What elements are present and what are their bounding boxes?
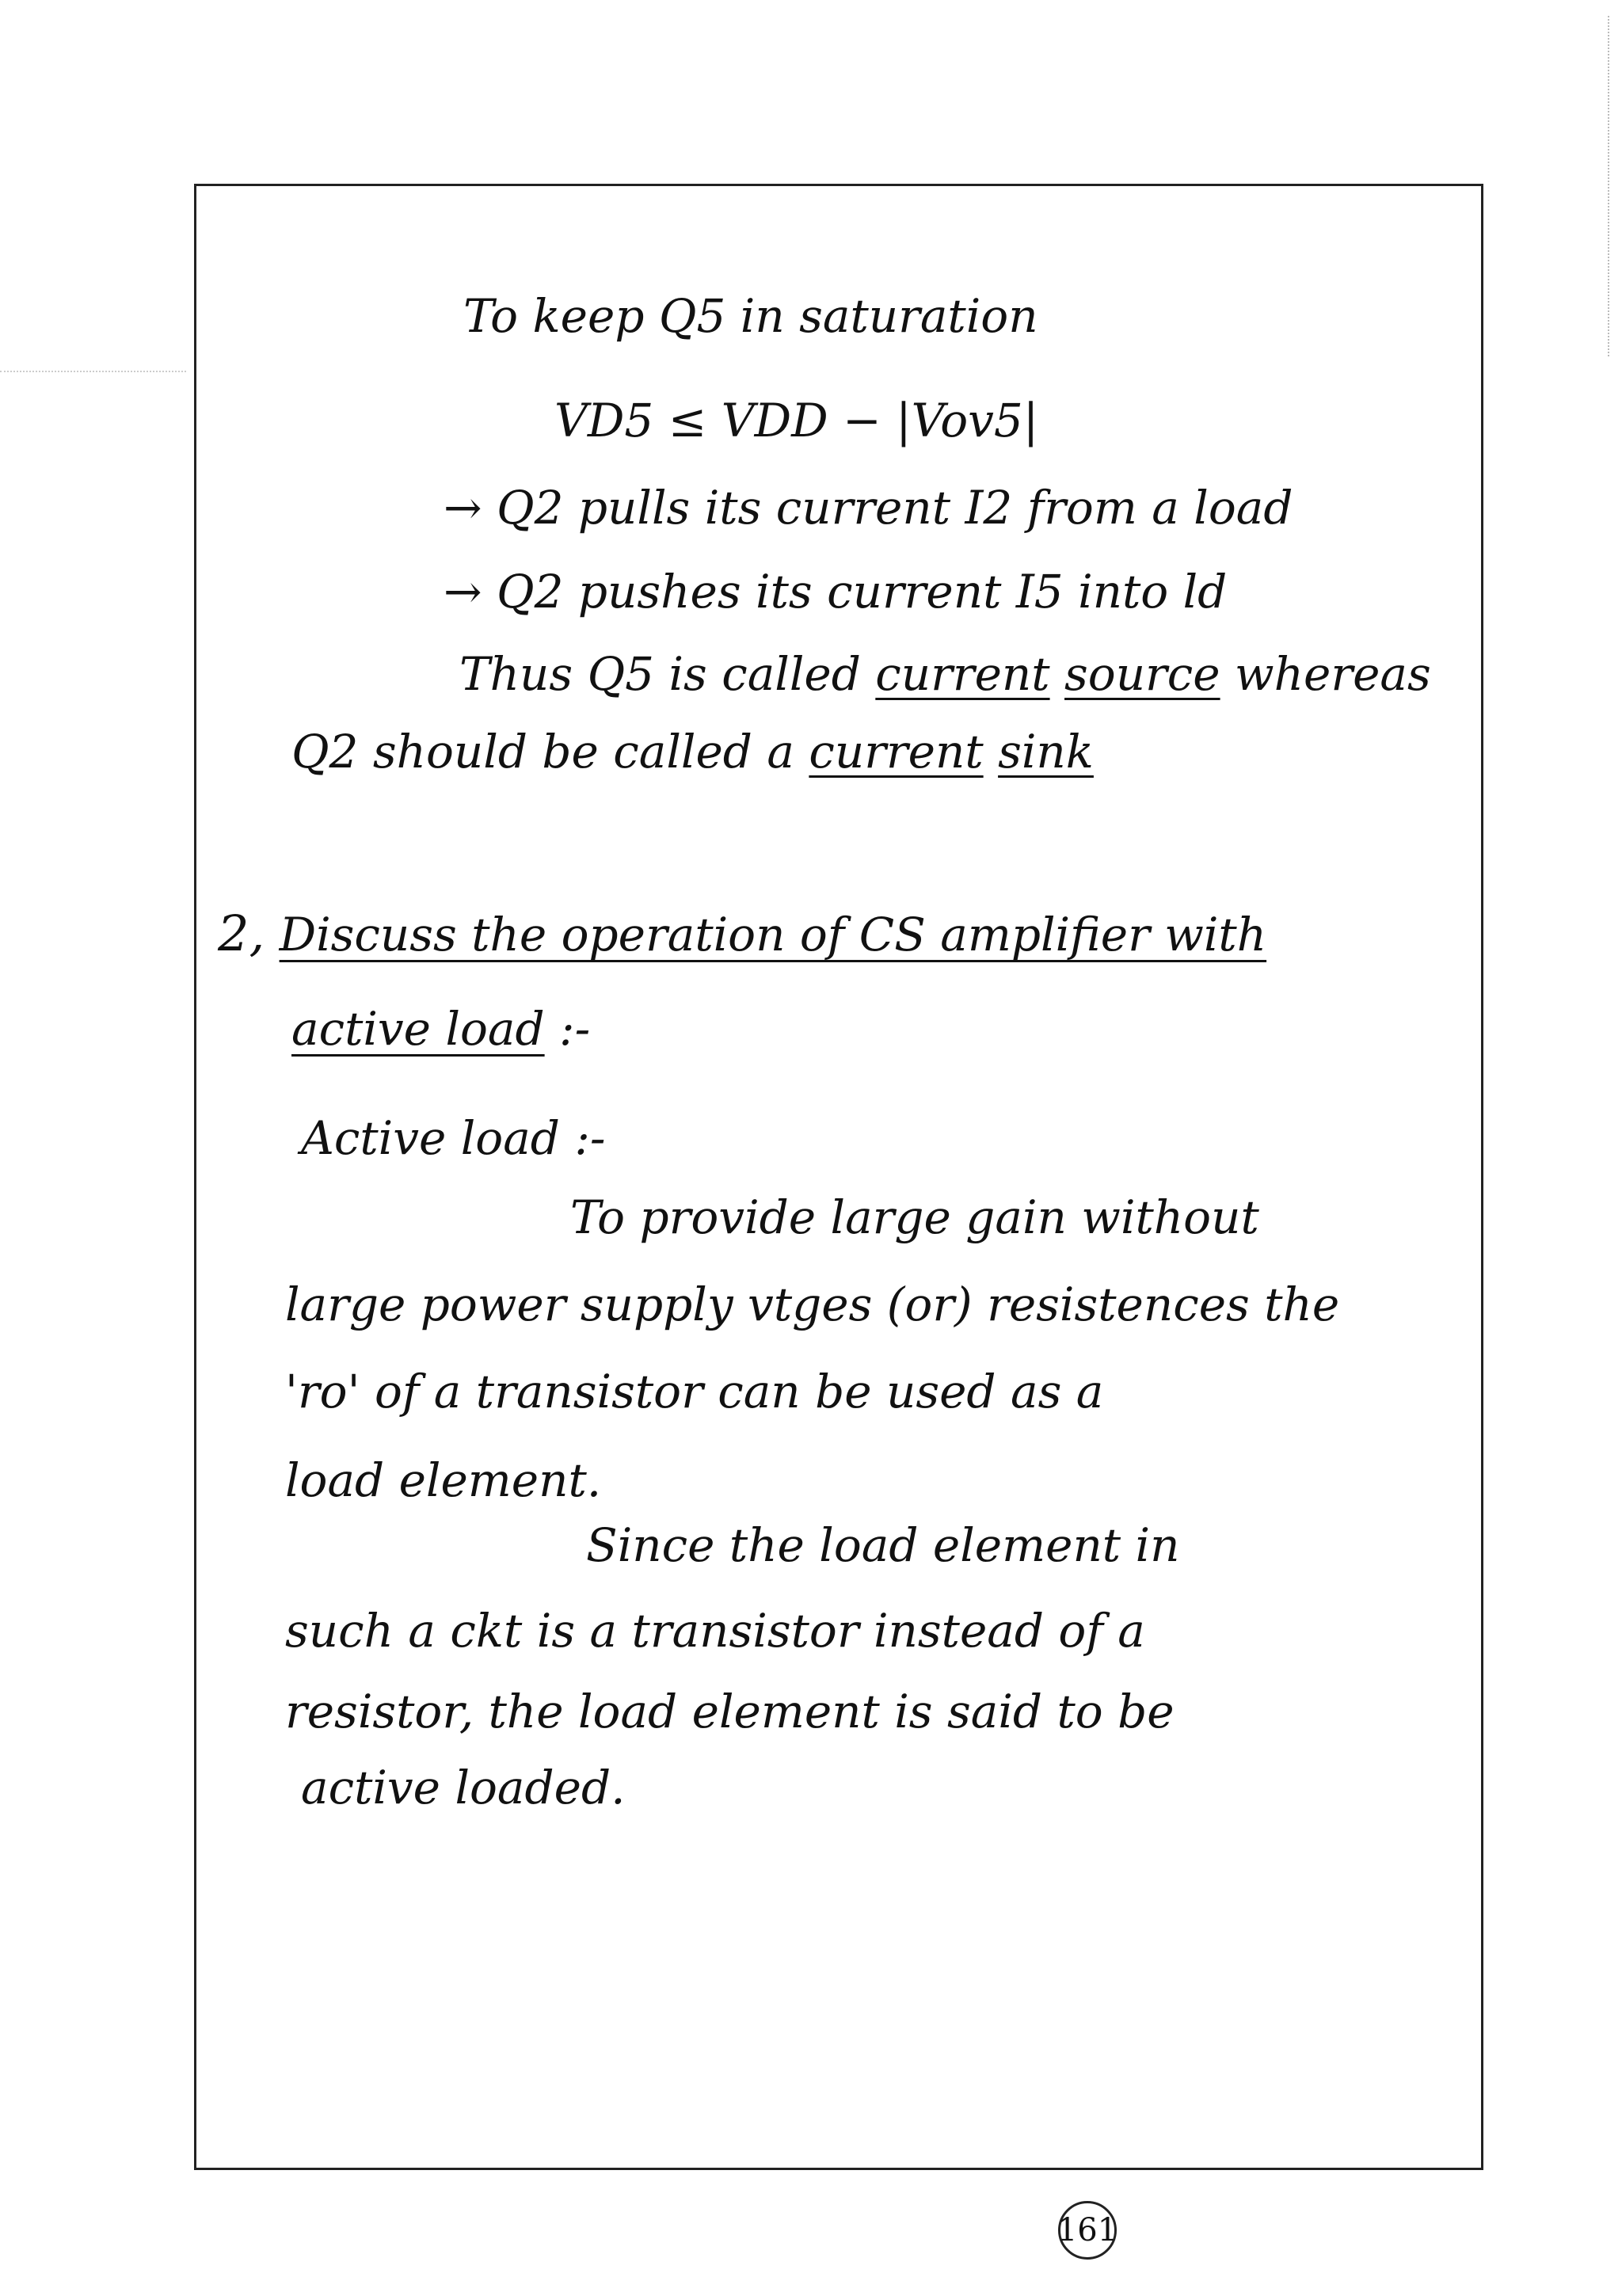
note-line-saturation: To keep Q5 in saturation [463,289,1038,343]
answer-subheading: Active load :- [301,1111,606,1165]
text-fragment: Thus Q5 is called [459,647,876,701]
page-number: 161 [1058,2201,1117,2260]
note-line-source [459,647,1431,701]
text-fragment [1050,647,1064,701]
underlined-source: source [1064,647,1220,701]
question-number: 2, [218,904,265,962]
answer-line: Since the load element in [586,1518,1180,1572]
question-title-suffix: :- [544,1002,591,1056]
text-fragment: Q2 should be called a [291,725,809,779]
scan-stray-marks [0,371,186,379]
scan-edge-marks [1608,16,1614,356]
question-title-cont: active load [291,1002,545,1056]
note-line-pulls: → Q2 pulls its current I2 from a load [444,481,1293,535]
note-line-condition: VD5 ≤ VDD − |Vov5| [554,394,1039,447]
underlined-current: current [809,725,984,779]
answer-line: resistor, the load element is said to be [285,1685,1175,1738]
underlined-sink: sink [998,725,1094,779]
answer-line: To provide large gain without [570,1190,1259,1244]
text-fragment: whereas [1220,647,1431,701]
text-fragment [984,725,998,779]
answer-line: large power supply vtges (or) resistences the [285,1277,1340,1331]
answer-line: such a ckt is a transistor instead of a [285,1604,1145,1658]
note-line-pushes: → Q2 pushes its current I5 into ld [444,565,1228,619]
note-line-sink [291,725,1094,779]
question-title: Discuss the operation of CS amplifier with [279,908,1267,961]
underlined-current: current [875,647,1050,701]
answer-line: load element. [285,1453,602,1507]
answer-line: 'ro' of a transistor can be used as a [285,1365,1104,1418]
question-heading-line1 [218,904,1267,962]
question-heading-line2 [291,1002,591,1056]
answer-line: active loaded. [301,1761,626,1814]
